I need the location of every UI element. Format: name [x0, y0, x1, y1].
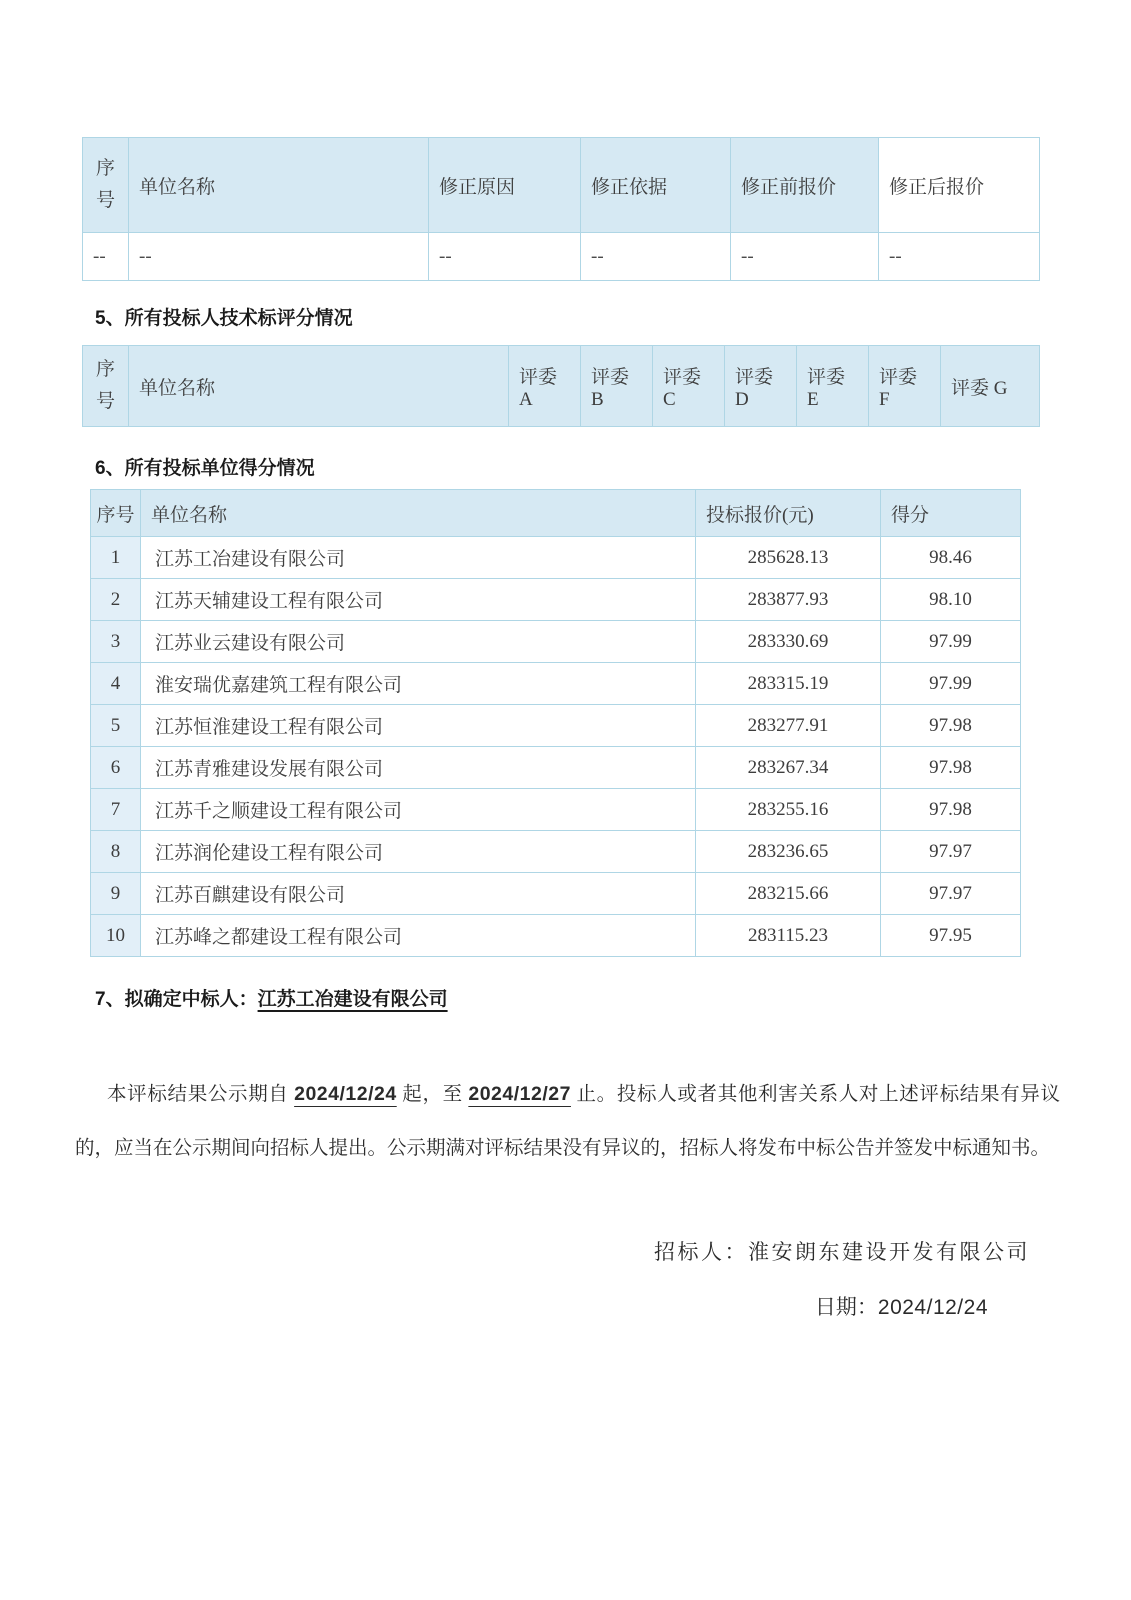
price-cell: 283877.93 [696, 579, 881, 621]
score-cell: 98.10 [881, 579, 1021, 621]
notice-text: 本评标结果公示期自 [107, 1083, 295, 1105]
correction-table-header-row [83, 138, 1040, 233]
section7-winner-line [95, 984, 448, 1011]
date-signature-line [815, 1291, 988, 1321]
header-cell-reason: 修正原因 [429, 138, 581, 233]
header-cell-company: 单位名称 [141, 490, 696, 537]
rank-cell: 5 [91, 705, 141, 747]
header-cell-judge-a: 评委 A [509, 346, 581, 427]
table-row [91, 915, 1021, 957]
table-row [91, 705, 1021, 747]
rank-cell: 10 [91, 915, 141, 957]
header-cell-price-before: 修正前报价 [731, 138, 879, 233]
company-cell: 江苏工冶建设有限公司 [141, 537, 696, 579]
price-cell: 283215.66 [696, 873, 881, 915]
tenderer-signature-line [654, 1236, 1030, 1266]
header-cell-judge-g: 评委 G [941, 346, 1040, 427]
publicity-notice-paragraph [75, 1067, 1060, 1176]
price-correction-table [82, 137, 1040, 281]
score-cell: 97.97 [881, 831, 1021, 873]
company-cell: 江苏百麒建设有限公司 [141, 873, 696, 915]
correction-table-empty-row [83, 233, 1040, 281]
rank-cell: 2 [91, 579, 141, 621]
table-row [91, 621, 1021, 663]
score-cell: 97.97 [881, 873, 1021, 915]
rank-cell: 1 [91, 537, 141, 579]
company-cell: 江苏恒淮建设工程有限公司 [141, 705, 696, 747]
rank-cell: 9 [91, 873, 141, 915]
company-cell: 淮安瑞优嘉建筑工程有限公司 [141, 663, 696, 705]
tenderer-label: 招标人： [654, 1240, 748, 1264]
table-row [91, 663, 1021, 705]
header-cell-company: 单位名称 [129, 138, 429, 233]
header-cell-judge-c: 评委 C [653, 346, 725, 427]
header-cell-score: 得分 [881, 490, 1021, 537]
company-cell: 江苏业云建设有限公司 [141, 621, 696, 663]
company-cell: 江苏峰之都建设工程有限公司 [141, 915, 696, 957]
date-label: 日期： [814, 1295, 878, 1319]
table-row [91, 579, 1021, 621]
header-cell-judge-b: 评委 B [581, 346, 653, 427]
table-row [91, 747, 1021, 789]
tenderer-name: 淮安朗东建设开发有限公司 [748, 1240, 1030, 1264]
table-cell: -- [879, 233, 1040, 281]
company-cell: 江苏千之顺建设工程有限公司 [141, 789, 696, 831]
price-cell: 283267.34 [696, 747, 881, 789]
section5-title: 5、所有投标人技术标评分情况 [95, 308, 353, 329]
score-cell: 97.99 [881, 663, 1021, 705]
score-cell: 97.95 [881, 915, 1021, 957]
company-cell: 江苏天辅建设工程有限公司 [141, 579, 696, 621]
header-cell-bid-price: 投标报价(元) [696, 490, 881, 537]
header-cell-index: 序号 [91, 490, 141, 537]
table-cell: -- [731, 233, 879, 281]
header-cell-judge-e: 评委 E [797, 346, 869, 427]
bidder-score-table [90, 489, 1021, 957]
price-cell: 283330.69 [696, 621, 881, 663]
header-cell-index: 序号 [83, 346, 129, 427]
score-cell: 97.98 [881, 747, 1021, 789]
winner-label: 7、拟确定中标人： [95, 989, 258, 1010]
price-cell: 283255.16 [696, 789, 881, 831]
score-table-header-row [91, 490, 1021, 537]
score-cell: 97.98 [881, 705, 1021, 747]
price-cell: 283277.91 [696, 705, 881, 747]
table-row [91, 789, 1021, 831]
table-row [91, 537, 1021, 579]
rank-cell: 4 [91, 663, 141, 705]
header-cell-company: 单位名称 [129, 346, 509, 427]
rank-cell: 6 [91, 747, 141, 789]
notice-text: 止。投标人或者其他利害关系人对上述评标结果有异议的，应当在公示期间向招标人提出。公示期满对评标结果没有异议的，招标人将发布中标公告并签发中标通知书。 [75, 1083, 1060, 1159]
signature-date-value: 2024/12/24 [877, 1296, 988, 1319]
header-cell-judge-f: 评委 F [869, 346, 941, 427]
price-cell: 283115.23 [696, 915, 881, 957]
header-cell-index: 序号 [83, 138, 129, 233]
table-cell: -- [429, 233, 581, 281]
company-cell: 江苏润伦建设工程有限公司 [141, 831, 696, 873]
tech-score-table [82, 345, 1040, 427]
rank-cell: 7 [91, 789, 141, 831]
score-cell: 97.98 [881, 789, 1021, 831]
tech-score-header-row [83, 346, 1040, 427]
price-cell: 283315.19 [696, 663, 881, 705]
header-cell-judge-d: 评委 D [725, 346, 797, 427]
score-cell: 97.99 [881, 621, 1021, 663]
table-cell: -- [581, 233, 731, 281]
rank-cell: 3 [91, 621, 141, 663]
section6-title: 6、所有投标单位得分情况 [95, 458, 315, 479]
score-cell: 98.46 [881, 537, 1021, 579]
company-cell: 江苏青雅建设发展有限公司 [141, 747, 696, 789]
header-cell-price-after: 修正后报价 [879, 138, 1040, 233]
rank-cell: 8 [91, 831, 141, 873]
table-row [91, 831, 1021, 873]
header-cell-basis: 修正依据 [581, 138, 731, 233]
publicity-end-date: 2024/12/27 [468, 1082, 571, 1105]
table-row [91, 873, 1021, 915]
winner-name: 江苏工冶建设有限公司 [257, 989, 448, 1010]
price-cell: 285628.13 [696, 537, 881, 579]
table-cell: -- [83, 233, 129, 281]
table-cell: -- [129, 233, 429, 281]
publicity-start-date: 2024/12/24 [294, 1082, 397, 1105]
notice-text: 起，至 [396, 1083, 469, 1105]
price-cell: 283236.65 [696, 831, 881, 873]
